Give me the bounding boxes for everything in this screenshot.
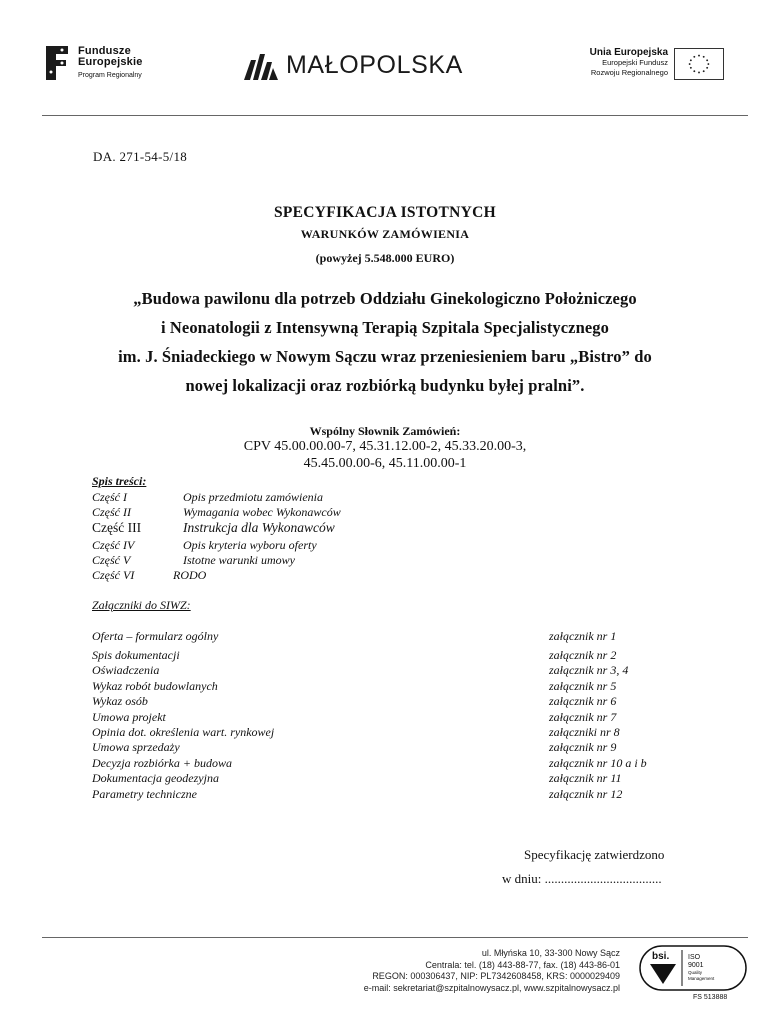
iso-management: Management: [688, 976, 715, 981]
attachment-row: [92, 629, 692, 644]
attachment-name: Dokumentacja geodezyjna: [92, 771, 219, 785]
footer-phone: Centrala: tel. (18) 443-88-77, fax. (18) 443-86-01: [425, 959, 620, 970]
attachment-ref: załącznik nr 6: [549, 694, 617, 708]
malopolska-logo-text: MAŁOPOLSKA: [286, 51, 463, 79]
attachment-name: Umowa projekt: [92, 710, 166, 724]
attachment-ref: załącznik nr 2: [549, 648, 617, 662]
project-title-line-1: „Budowa pawilonu dla potrzeb Oddziału Ginekologiczno Położniczego: [133, 289, 637, 308]
ue-logo-line2: Europejski Fundusz: [602, 58, 668, 67]
malopolska-logo: [244, 52, 504, 82]
malopolska-mark-icon: [244, 54, 278, 80]
attachment-name: Decyzja rozbiórka + budowa: [92, 756, 232, 770]
toc-item-title: Opis przedmiotu zamówienia: [183, 490, 324, 504]
toc-item-label: Część III: [92, 520, 142, 535]
fe-logo-line3: Program Regionalny: [78, 72, 142, 79]
iso-quality: Quality: [688, 970, 703, 975]
attachment-row: [92, 740, 692, 755]
toc-heading: Spis treści:: [92, 474, 147, 488]
cpv-codes-line-1: CPV 45.00.00.00-7, 45.31.12.00-2, 45.33.20.00-3,: [243, 439, 527, 454]
attachments-heading: Załączniki do SIWZ:: [92, 598, 191, 612]
attachment-ref: załącznik nr 1: [549, 629, 617, 643]
approval-date-field: w dniu: ....................................: [502, 871, 662, 886]
document-title: SPECYFIKACJA ISTOTNYCH: [273, 204, 497, 221]
attachment-row: [92, 725, 692, 740]
header-divider: [42, 115, 748, 116]
fe-logo-line2: Europejskie: [78, 56, 143, 68]
bsi-label: bsi.: [652, 951, 670, 962]
attachment-ref: załącznik nr 11: [549, 771, 622, 785]
attachment-name: Umowa sprzedaży: [92, 740, 180, 754]
toc-item-title: Opis kryteria wyboru oferty: [183, 538, 317, 552]
toc-item-title: RODO: [173, 568, 207, 582]
footer-ids: REGON: 000306437, NIP: PL7342608458, KRS: 0000029409: [372, 971, 620, 981]
iso-number: 9001: [688, 962, 704, 969]
toc-item-title: Wymagania wobec Wykonawców: [183, 505, 341, 519]
attachment-row: [92, 771, 692, 786]
document-subtitle: WARUNKÓW ZAMÓWIENIA: [300, 227, 470, 241]
toc-item-label: Część I: [92, 490, 127, 504]
toc-item: [92, 568, 492, 583]
attachment-row: [92, 710, 692, 725]
footer-address: ul. Młyńska 10, 33-300 Nowy Sącz: [481, 948, 620, 958]
attachment-row: [92, 679, 692, 694]
attachment-ref: załącznik nr 5: [549, 679, 617, 693]
toc-item: [92, 505, 492, 520]
attachment-ref: załącznik nr 9: [549, 740, 617, 754]
fe-stars-icon: [44, 44, 70, 82]
ue-logo-line3: Rozwoju Regionalnego: [590, 68, 668, 77]
attachment-ref: załącznik nr 3, 4: [549, 663, 629, 677]
attachment-name: Spis dokumentacji: [92, 648, 180, 662]
eu-flag-icon: [674, 48, 724, 80]
attachment-name: Wykaz robót budowlanych: [92, 679, 218, 693]
toc-item: [92, 553, 492, 568]
footer-contact: [250, 948, 620, 994]
cpv-codes-line-2: 45.45.00.00-6, 45.11.00.00-1: [303, 456, 467, 471]
attachment-row: [92, 648, 692, 663]
toc-item: [92, 538, 492, 553]
attachment-ref: załączniki nr 8: [549, 725, 620, 739]
certificate-number: FS 513888: [693, 994, 728, 1001]
cpv-heading: Wspólny Słownik Zamówień:: [309, 424, 461, 438]
iso-label: ISO: [688, 954, 701, 961]
attachment-ref: załącznik nr 10 a i b: [549, 756, 647, 770]
document-threshold: (powyżej 5.548.000 EURO): [315, 251, 455, 265]
approval-text: Specyfikację zatwierdzono: [524, 847, 665, 862]
footer-divider: [42, 937, 748, 938]
project-title-line-4: nowej lokalizacji oraz rozbiórką budynku byłej pralni”.: [185, 376, 585, 395]
footer-email-web: e-mail: sekretariat@szpitalnowysacz.pl, www.szpitalnowysacz.pl: [363, 982, 620, 993]
ue-logo-line1: Unia Europejska: [589, 47, 668, 58]
attachment-ref: załącznik nr 7: [549, 710, 617, 724]
project-title-line-2: i Neonatologii z Intensywną Terapią Szpitala Specjalistycznego: [160, 318, 610, 337]
attachment-row: [92, 787, 692, 802]
toc-item-label: Część V: [92, 553, 131, 567]
fe-logo-line1: Fundusze: [78, 45, 131, 57]
attachment-ref: załącznik nr 12: [549, 787, 623, 801]
toc-item-label: Część VI: [92, 568, 135, 582]
bsi-iso-certificate-badge: [638, 944, 748, 1000]
toc-item: [92, 490, 492, 505]
toc-item-label: Część II: [92, 505, 131, 519]
attachment-name: Oferta – formularz ogólny: [92, 629, 219, 643]
toc-item-title: Istotne warunki umowy: [183, 553, 295, 567]
project-title-line-3: im. J. Śniadeckiego w Nowym Sączu wraz przeniesieniem baru „Bistro” do: [118, 347, 652, 366]
fundusze-europejskie-logo: [44, 44, 174, 84]
attachment-name: Parametry techniczne: [92, 787, 197, 801]
toc-item-title: Instrukcja dla Wykonawców: [183, 520, 335, 535]
attachment-name: Wykaz osób: [92, 694, 148, 708]
document-reference: DA. 271-54-5/18: [93, 149, 188, 164]
attachment-row: [92, 663, 692, 678]
attachment-row: [92, 756, 692, 771]
attachment-name: Opinia dot. określenia wart. rynkowej: [92, 725, 275, 739]
attachment-name: Oświadczenia: [92, 663, 160, 677]
unia-europejska-logo: [574, 48, 734, 84]
toc-item-label: Część IV: [92, 538, 135, 552]
attachment-row: [92, 694, 692, 709]
toc-item: [92, 520, 492, 535]
